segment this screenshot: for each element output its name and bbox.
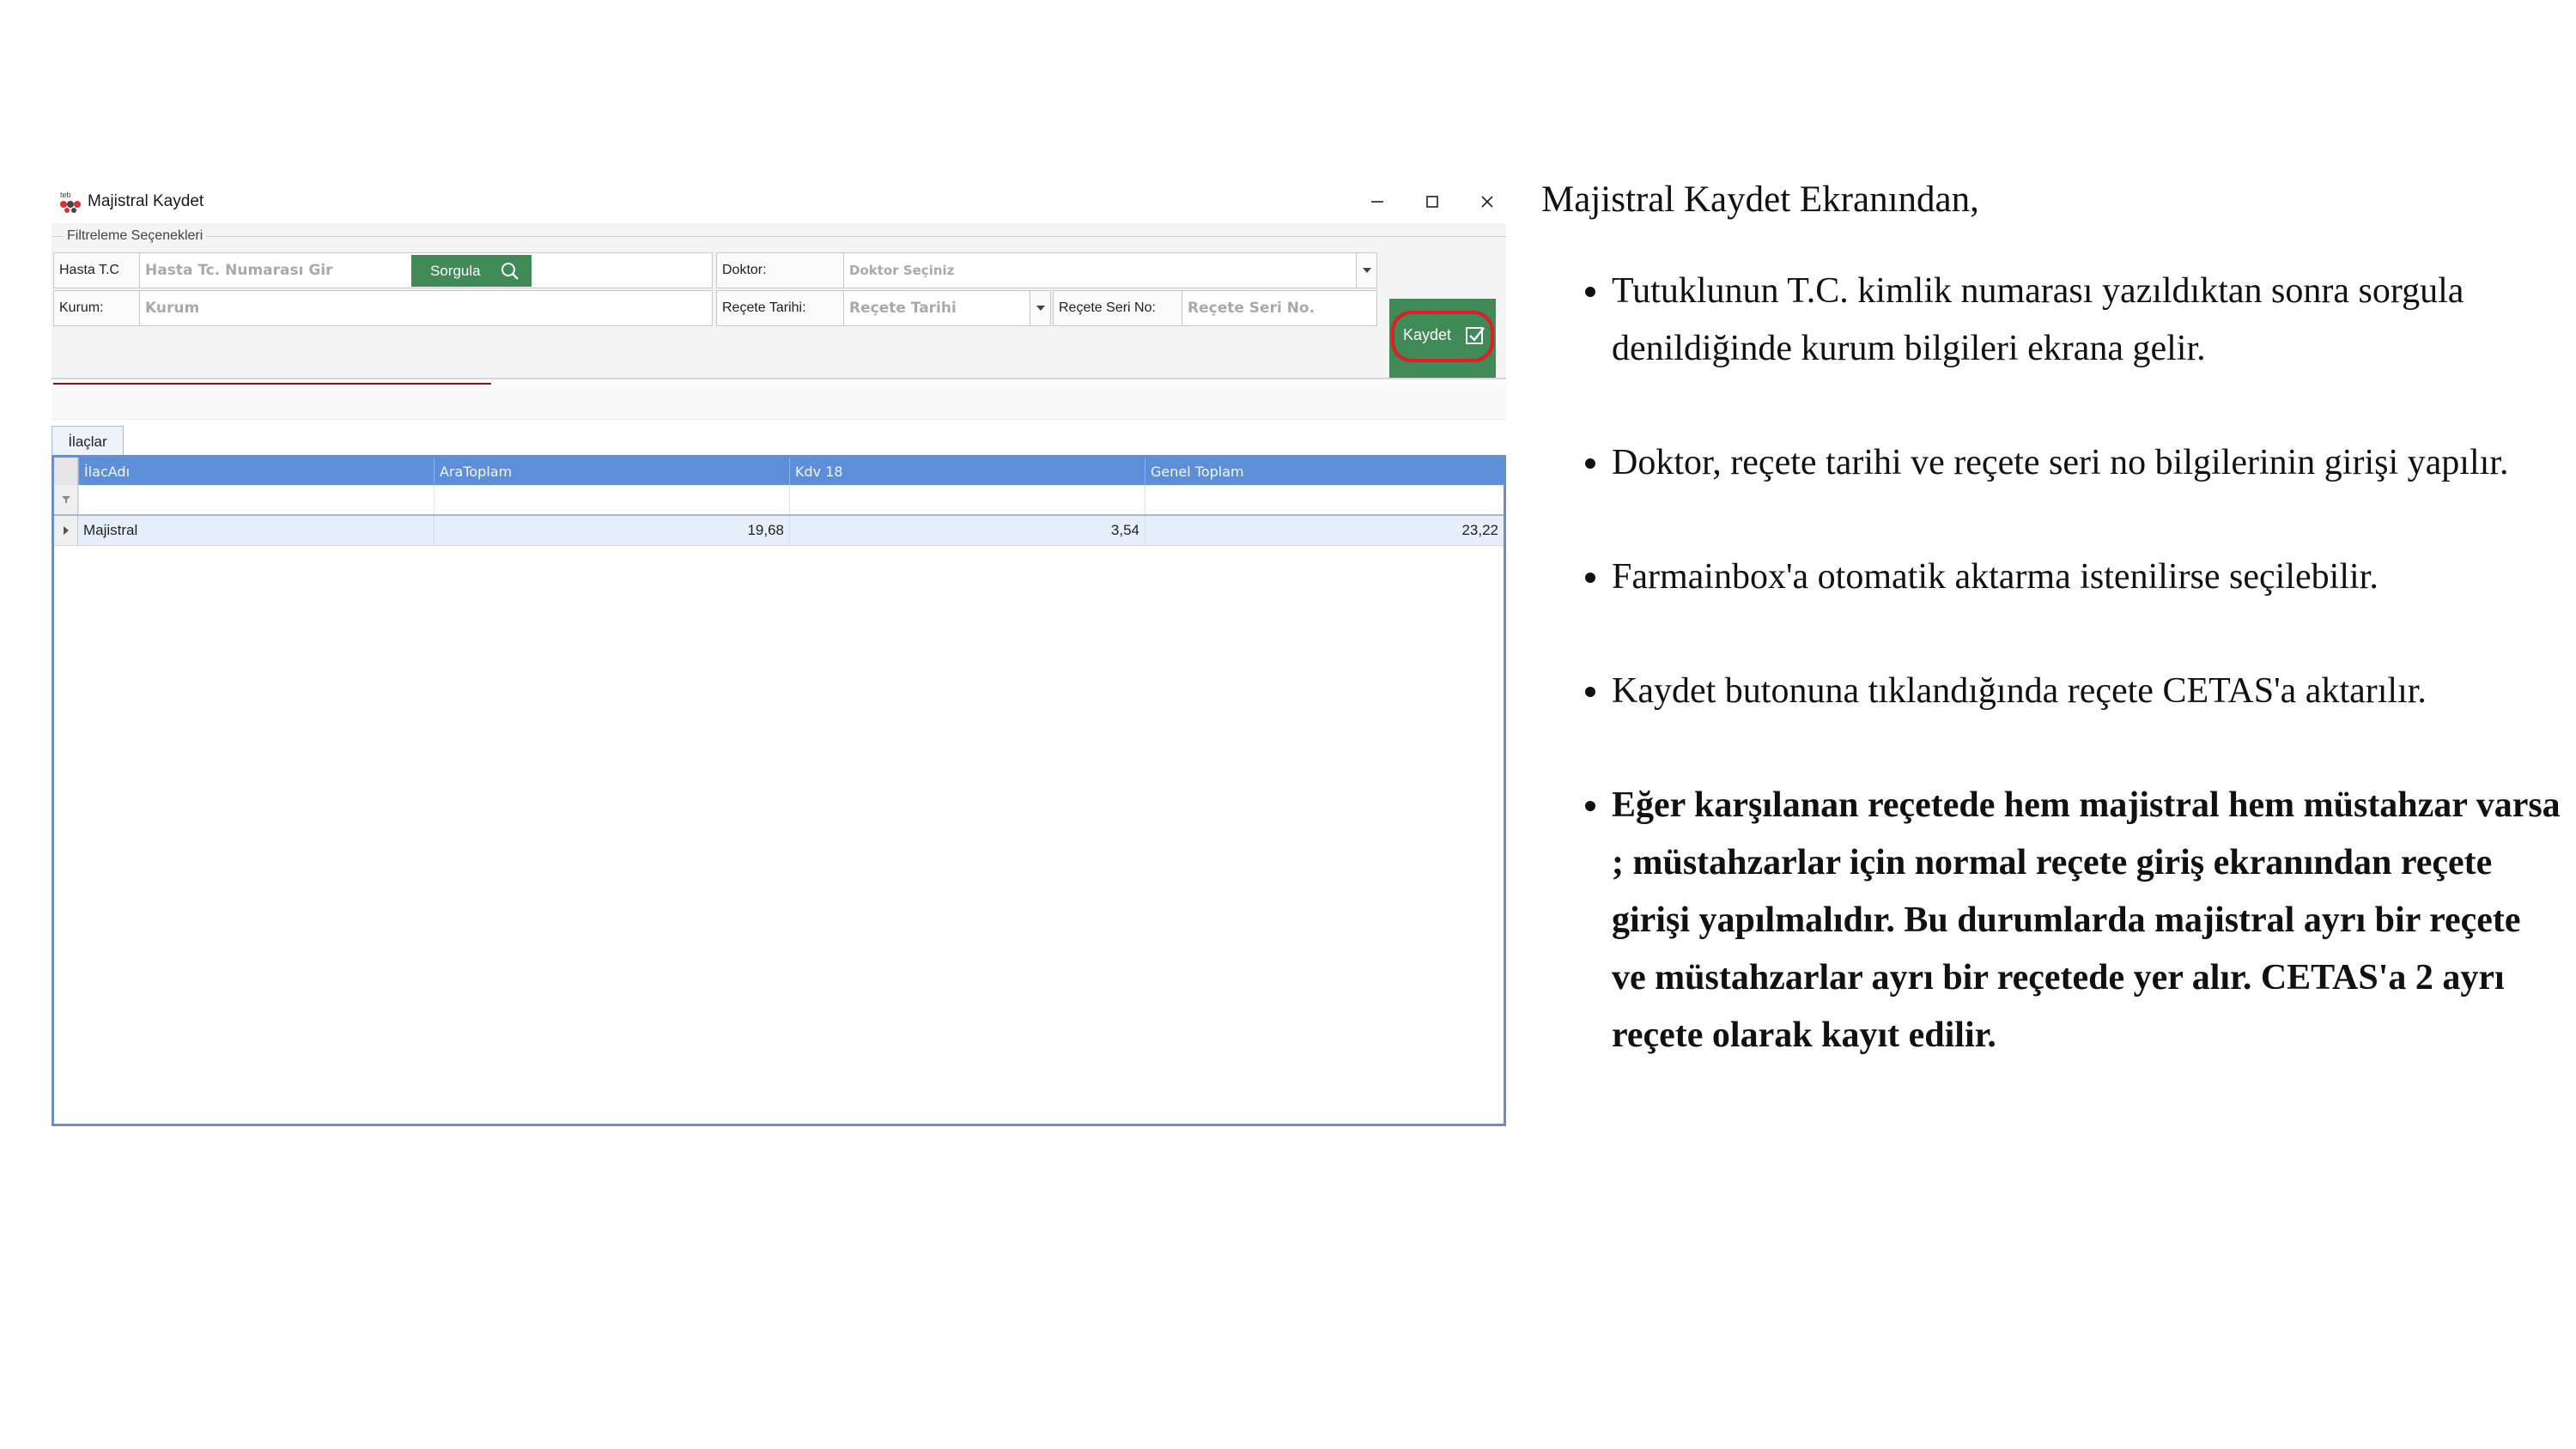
filter-group-divider: [52, 236, 1506, 237]
kurum-label: Kurum:: [54, 291, 140, 325]
grid-corner: [54, 458, 78, 485]
filter-group-legend: Filtreleme Seçenekleri: [64, 228, 206, 244]
recete-tarihi-field: [716, 290, 1051, 326]
filter-cell-ilac-adi[interactable]: [78, 485, 434, 514]
doktor-label: Doktor:: [717, 253, 844, 288]
tab-ilaclar-label: İlaçlar: [68, 433, 107, 450]
empty-toolbar-strip: [52, 385, 1506, 420]
notes-list: [1541, 263, 2563, 1064]
close-icon: [1479, 194, 1495, 209]
ilaclar-grid: [52, 455, 1506, 1126]
row-expand-icon[interactable]: [54, 516, 78, 545]
hasta-tc-input[interactable]: Hasta Tc. Numarası Gir: [145, 262, 333, 279]
kurum-input[interactable]: Kurum: [145, 300, 200, 317]
kaydet-button[interactable]: [1389, 299, 1496, 378]
teb-eos-logo-icon: [58, 189, 82, 215]
column-header-genel-toplam[interactable]: Genel Toplam: [1145, 458, 1504, 485]
chevron-down-icon: [1036, 306, 1045, 311]
hasta-tc-field: [53, 252, 713, 288]
table-row[interactable]: [54, 516, 1504, 546]
cell-ara-toplam: 19,68: [434, 516, 789, 545]
title-bar: [52, 182, 1506, 223]
list-item: • Tutuklunun T.C. kimlik numarası yazıldıktan sonra sorgula denildiğinde kurum bilgileri ekrana gelir.: [1612, 263, 2563, 378]
list-item: • Doktor, reçete tarihi ve reçete seri no bilgilerinin girişi yapılır.: [1612, 434, 2563, 492]
doktor-dropdown-button[interactable]: [1356, 253, 1376, 288]
recete-seri-field: [1053, 290, 1377, 326]
list-item: • Kaydet butonuna tıklandığında reçete CETAS'a aktarılır.: [1612, 663, 2563, 720]
grid-auto-filter-row[interactable]: [54, 485, 1504, 516]
filter-row-icon: [54, 485, 78, 514]
filter-cell-ara-toplam[interactable]: [434, 485, 790, 514]
window-title: Majistral Kaydet: [88, 192, 204, 210]
column-header-kdv[interactable]: Kdv 18: [789, 458, 1145, 485]
column-header-ara-toplam[interactable]: AraToplam: [434, 458, 789, 485]
cell-genel-toplam: 23,22: [1145, 516, 1504, 545]
majistral-kaydet-window: [52, 182, 1506, 1126]
filter-group: [52, 223, 1506, 379]
minimize-icon: [1370, 194, 1385, 209]
tab-ilaclar[interactable]: [52, 426, 124, 457]
doktor-field: [716, 252, 1377, 288]
hasta-tc-label: Hasta T.C: [54, 253, 140, 288]
list-item: • Farmainbox'a otomatik aktarma istenilirse seçilebilir.: [1612, 549, 2563, 606]
kurum-field: [53, 290, 713, 326]
minimize-button[interactable]: [1352, 185, 1403, 218]
list-item: • Eğer karşılanan reçetede hem majistral hem müstahzar varsa ; müstahzarlar için normal reçete giriş ekranından reçete girişi yapılmalıdır. Bu durumlarda majistral ayrı bir reçete ve müstahzarlar ayrı bir reçetede yer alır. CETAS'a 2 ayrı reçete olarak kayıt edilir.: [1612, 777, 2563, 1064]
chevron-down-icon: [1363, 268, 1371, 273]
recete-seri-label: Reçete Seri No:: [1054, 291, 1182, 325]
recete-tarihi-dropdown-button[interactable]: [1030, 291, 1050, 325]
close-button[interactable]: [1461, 185, 1513, 218]
recete-seri-input[interactable]: Reçete Seri No.: [1188, 300, 1315, 317]
grid-header: [54, 458, 1504, 485]
sorgula-button[interactable]: [411, 255, 532, 287]
maximize-icon: [1425, 194, 1440, 209]
cell-ilac-adi: Majistral: [83, 522, 138, 538]
filter-cell-genel-toplam[interactable]: [1145, 485, 1504, 514]
recete-tarihi-label: Reçete Tarihi:: [717, 291, 844, 325]
sorgula-button-label: Sorgula: [430, 262, 481, 279]
search-icon: [501, 262, 519, 281]
filter-cell-kdv[interactable]: [789, 485, 1145, 514]
cell-kdv: 3,54: [789, 516, 1145, 545]
instruction-notes: [1541, 177, 2563, 1121]
recete-tarihi-input[interactable]: Reçete Tarihi: [849, 300, 957, 317]
kaydet-button-label: Kaydet: [1403, 326, 1452, 343]
check-square-icon: [1465, 324, 1485, 345]
doktor-select[interactable]: Doktor Seçiniz: [849, 263, 955, 278]
maximize-button[interactable]: [1406, 185, 1458, 218]
column-header-ilac-adi[interactable]: İlacAdı: [78, 458, 434, 485]
svg-text:teb: teb: [60, 191, 71, 199]
notes-intro: Majistral Kaydet Ekranından,: [1541, 179, 1979, 220]
